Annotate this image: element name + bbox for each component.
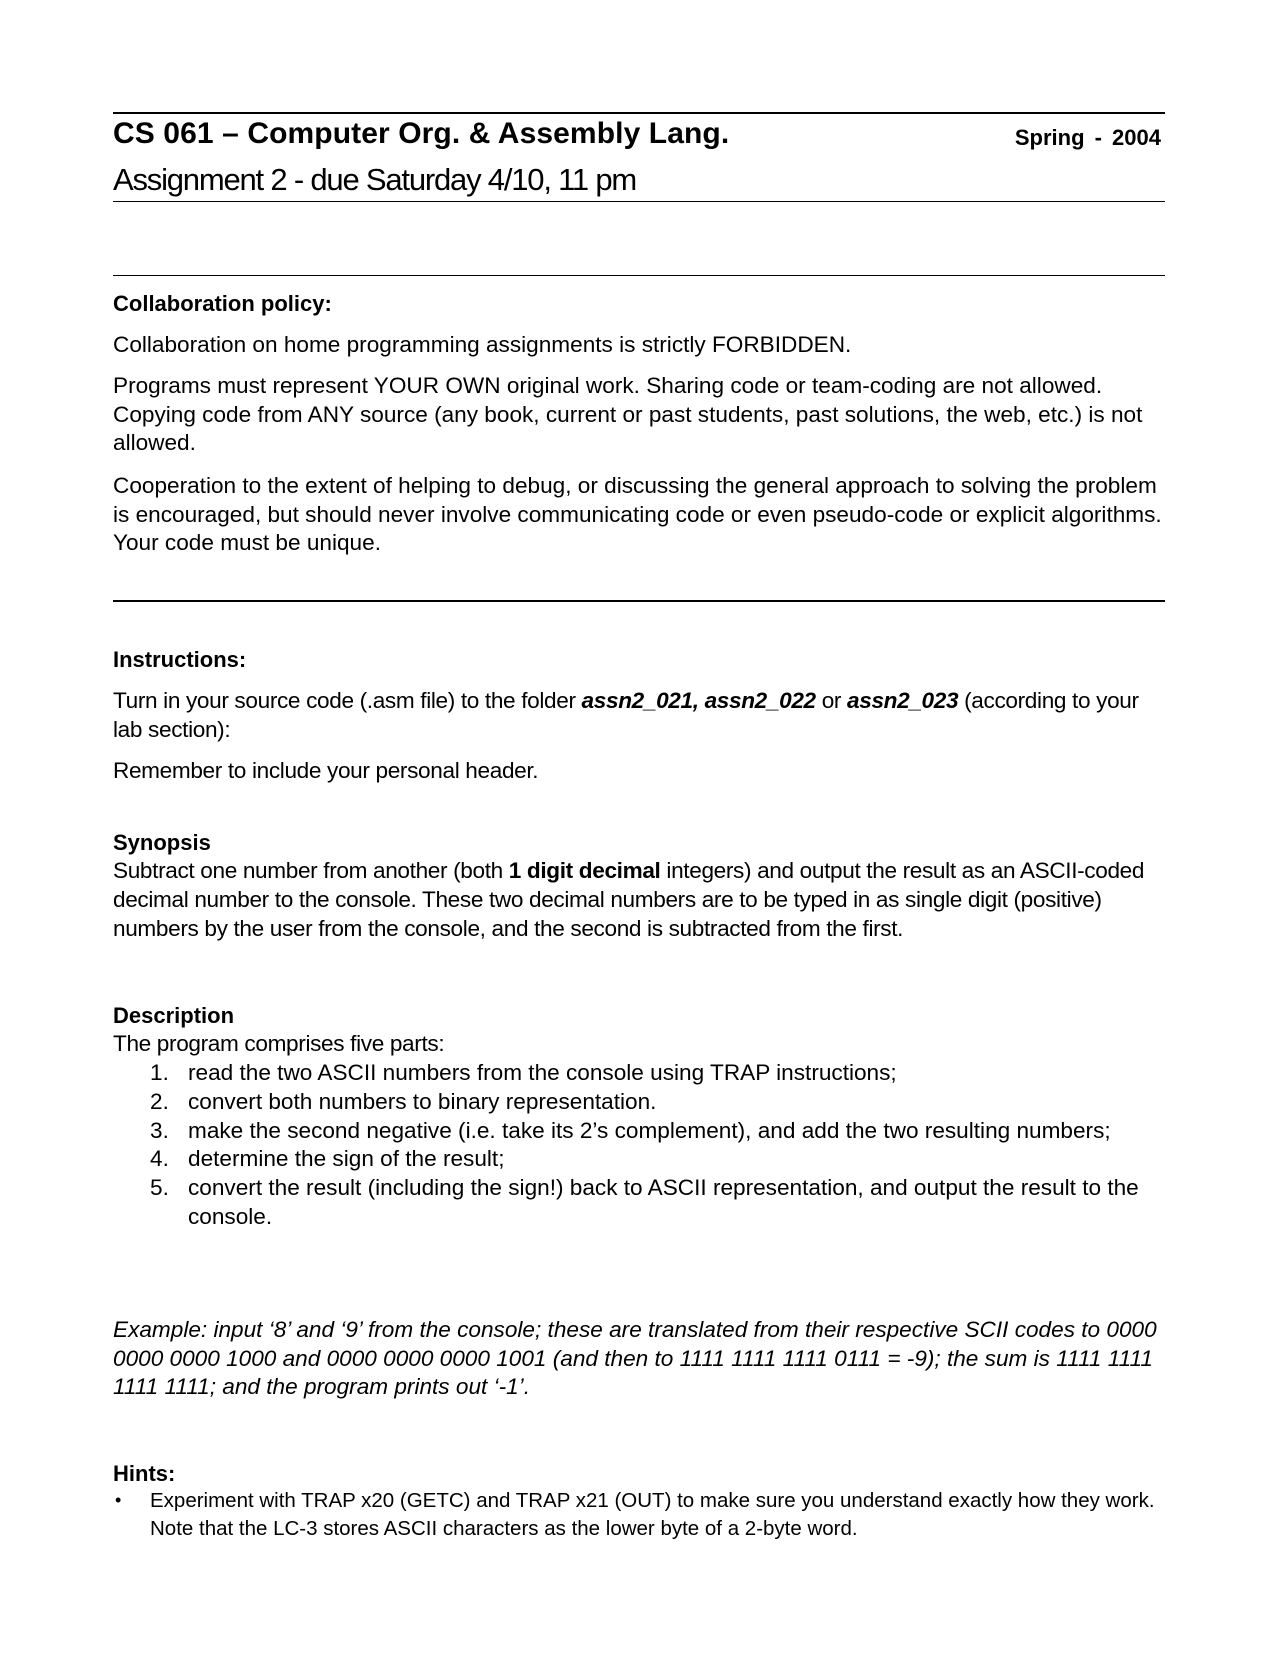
list-item bbox=[113, 1487, 1165, 1542]
collaboration-heading: Collaboration policy: bbox=[113, 291, 332, 316]
folder-names-a: assn2_021, assn2_022 bbox=[581, 688, 816, 713]
list-item bbox=[113, 1059, 1165, 1088]
collaboration-paragraph-1: Collaboration on home programming assignments is strictly FORBIDDEN. bbox=[113, 332, 852, 357]
collaboration-bottom-rule bbox=[113, 600, 1165, 602]
hints-list bbox=[113, 1487, 1165, 1542]
turn-in-suffix: (according to your lab section): bbox=[113, 688, 1139, 742]
instructions-heading: Instructions: bbox=[113, 647, 247, 672]
course-title: CS 061 – Computer Org. & Assembly Lang. bbox=[113, 117, 730, 150]
step-text: convert the result (including the sign!) back to ASCII representation, and output the result to the console. bbox=[188, 1175, 1139, 1229]
folder-name-b: assn2_023 bbox=[847, 688, 959, 713]
instructions-remember: Remember to include your personal header. bbox=[113, 758, 539, 783]
instructions-turn-in bbox=[113, 687, 1165, 745]
step-number: 1. bbox=[150, 1060, 169, 1085]
synopsis-text-after: integers) and output the result as an ASCII-coded decimal number to the console. These two decimal numbers are to be typed in as single digit (positive) numbers by the user from the console, and the second is subtracted from the first. bbox=[113, 858, 1145, 941]
turn-in-prefix: Turn in your source code (.asm file) to the folder bbox=[113, 688, 582, 713]
list-item bbox=[113, 1117, 1165, 1146]
assignment-title: Assignment 2 - due Saturday 4/10, 11 pm bbox=[113, 162, 637, 197]
step-text: convert both numbers to binary representation. bbox=[188, 1088, 657, 1114]
description-steps-list bbox=[113, 1059, 1165, 1232]
header-bottom-rule bbox=[113, 201, 1165, 202]
or-word: or bbox=[815, 688, 848, 713]
collaboration-paragraph-3: Cooperation to the extent of helping to debug, or discussing the general approach to solving the problem is encouraged, but should never involve communicating code or even pseudo-code or explicit algorithms. Your code must be unique. bbox=[113, 473, 1162, 555]
synopsis-text-before: Subtract one number from another (both bbox=[113, 858, 509, 883]
description-heading: Description bbox=[113, 1003, 235, 1028]
list-item bbox=[113, 1174, 1165, 1232]
header-top-rule bbox=[113, 112, 1165, 114]
document-page bbox=[113, 0, 1165, 1656]
list-item bbox=[113, 1145, 1165, 1174]
hints-heading: Hints: bbox=[113, 1461, 176, 1486]
bullet-icon: • bbox=[115, 1490, 122, 1510]
description-intro: The program comprises five parts: bbox=[113, 1031, 445, 1056]
synopsis-heading: Synopsis bbox=[113, 830, 211, 855]
step-number: 2. bbox=[150, 1088, 169, 1114]
step-number: 3. bbox=[150, 1117, 169, 1143]
step-text: read the two ASCII numbers from the console using TRAP instructions; bbox=[188, 1060, 897, 1085]
step-number: 5. bbox=[150, 1175, 169, 1201]
step-text: determine the sign of the result; bbox=[188, 1146, 505, 1172]
step-text: make the second negative (i.e. take its 2’s complement), and add the two resulting numbers; bbox=[188, 1117, 1111, 1143]
synopsis-bold-phrase: 1 digit decimal bbox=[508, 858, 661, 883]
collaboration-paragraph-2: Programs must represent YOUR OWN original work. Sharing code or team-coding are not allowed. Copying code from ANY source (any book, current or past students, past solutions, the web, etc.) is not allowed. bbox=[113, 373, 1143, 455]
list-item bbox=[113, 1088, 1165, 1117]
example-text: Example: input ‘8’ and ‘9’ from the console; these are translated from their respective SCII codes to 0000 0000 0000 1000 and 0000 0000 0000 1001 (and then to 1111 1111 1111 0111 = -9); the sum is 1111 1111 1111 1111; and the program prints out ‘-1’. bbox=[113, 1317, 1157, 1399]
term-label: Spring - 2004 bbox=[1014, 125, 1161, 150]
step-number: 4. bbox=[150, 1146, 169, 1172]
synopsis-text bbox=[113, 857, 1165, 943]
collaboration-top-rule bbox=[113, 275, 1165, 276]
hint-text: Experiment with TRAP x20 (GETC) and TRAP x21 (OUT) to make sure you understand exactly how they work. Note that the LC-3 stores ASCII characters as the lower byte of a 2-byte word. bbox=[150, 1489, 1155, 1540]
